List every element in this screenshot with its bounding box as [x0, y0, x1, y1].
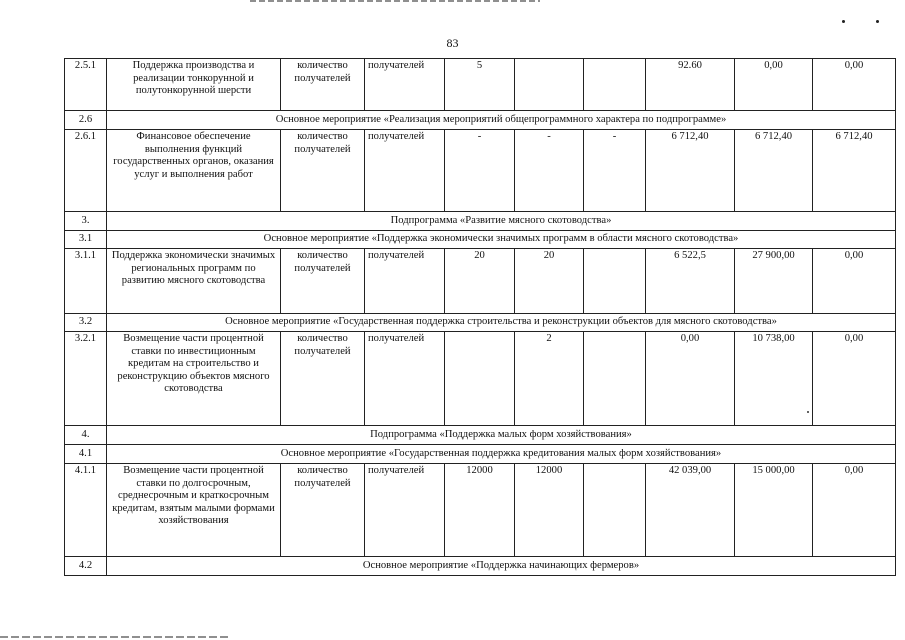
value-cell: 2: [515, 332, 584, 426]
amount-cell: 0,00: [813, 464, 896, 557]
scan-speck: [807, 411, 809, 413]
section-title: Основное мероприятие «Реализация мероприятий общепрограммного характера по подпрограмме»: [107, 111, 896, 130]
amount-cell: 42 039,00: [646, 464, 735, 557]
value-cell: -: [445, 130, 515, 212]
section-title: Основное мероприятие «Поддержка экономически значимых программ в области мясного скотоводства»: [107, 231, 896, 249]
row-code: 2.6.1: [65, 130, 107, 212]
section-heading-row: [65, 426, 896, 445]
section-title: Подпрограмма «Поддержка малых форм хозяйствования»: [107, 426, 896, 445]
indicator-name: количество получателей: [281, 59, 365, 111]
value-cell: [445, 332, 515, 426]
section-heading-row: [65, 111, 896, 130]
amount-cell: 6 522,5: [646, 249, 735, 314]
row-code: 3.: [65, 212, 107, 231]
amount-cell: 6 712,40: [735, 130, 813, 212]
table-row: [65, 332, 896, 426]
section-heading-row: [65, 231, 896, 249]
row-code: 2.5.1: [65, 59, 107, 111]
amount-cell: 6 712,40: [646, 130, 735, 212]
section-title: Основное мероприятие «Государственная поддержка кредитования малых форм хозяйствования»: [107, 445, 896, 464]
amount-cell: 0,00: [813, 249, 896, 314]
row-code: 4.1.1: [65, 464, 107, 557]
value-cell: -: [515, 130, 584, 212]
program-indicators-table: [64, 58, 896, 576]
value-cell: 20: [515, 249, 584, 314]
row-code: 4.: [65, 426, 107, 445]
measure-name: Возмещение части процентной ставки по инвестиционным кредитам на строительство и реконструкцию объектов мясного скотоводства: [107, 332, 281, 426]
row-code: 2.6: [65, 111, 107, 130]
unit-of-measure: получателей: [365, 130, 445, 212]
section-heading-row: [65, 212, 896, 231]
amount-cell: 0,00: [813, 59, 896, 111]
unit-of-measure: получателей: [365, 464, 445, 557]
section-heading-row: [65, 314, 896, 332]
table-row: [65, 59, 896, 111]
top-edge-rule: [250, 0, 540, 2]
row-code: 3.2.1: [65, 332, 107, 426]
unit-of-measure: получателей: [365, 332, 445, 426]
value-cell: 20: [445, 249, 515, 314]
indicator-name: количество получателей: [281, 130, 365, 212]
scan-mark: [842, 20, 845, 23]
indicator-name: количество получателей: [281, 464, 365, 557]
value-cell: [584, 464, 646, 557]
amount-cell: 10 738,00: [735, 332, 813, 426]
value-cell: [584, 332, 646, 426]
measure-name: Возмещение части процентной ставки по долгосрочным, среднесрочным и краткосрочным кредитам, взятым малыми формами хозяйствования: [107, 464, 281, 557]
row-code: 3.2: [65, 314, 107, 332]
value-cell: [584, 59, 646, 111]
amount-cell: 27 900,00: [735, 249, 813, 314]
amount-cell: 0,00: [735, 59, 813, 111]
indicator-name: количество получателей: [281, 249, 365, 314]
amount-cell: 92.60: [646, 59, 735, 111]
unit-of-measure: получателей: [365, 249, 445, 314]
indicator-name: количество получателей: [281, 332, 365, 426]
value-cell: 5: [445, 59, 515, 111]
bottom-edge-rule: [0, 636, 230, 638]
section-title: Основное мероприятие «Государственная поддержка строительства и реконструкции объектов для мясного скотоводства»: [107, 314, 896, 332]
measure-name: Финансовое обеспечение выполнения функций государственных органов, оказания услуг и выполнения работ: [107, 130, 281, 212]
value-cell: 12000: [515, 464, 584, 557]
value-cell: 12000: [445, 464, 515, 557]
page-number: 83: [446, 36, 459, 50]
row-code: 4.1: [65, 445, 107, 464]
amount-cell: 6 712,40: [813, 130, 896, 212]
scan-mark: [876, 20, 879, 23]
section-heading-row: [65, 445, 896, 464]
row-code: 3.1.1: [65, 249, 107, 314]
measure-name: Поддержка производства и реализации тонкорунной и полутонкорунной шерсти: [107, 59, 281, 111]
section-heading-row: [65, 557, 896, 576]
amount-cell: 0,00: [813, 332, 896, 426]
row-code: 3.1: [65, 231, 107, 249]
table-row: [65, 130, 896, 212]
section-title: Основное мероприятие «Поддержка начинающих фермеров»: [107, 557, 896, 576]
section-title: Подпрограмма «Развитие мясного скотоводства»: [107, 212, 896, 231]
unit-of-measure: получателей: [365, 59, 445, 111]
measure-name: Поддержка экономически значимых региональных программ по развитию мясного скотоводства: [107, 249, 281, 314]
amount-cell: 15 000,00: [735, 464, 813, 557]
value-cell: -: [584, 130, 646, 212]
amount-cell: 0,00: [646, 332, 735, 426]
value-cell: [515, 59, 584, 111]
value-cell: [584, 249, 646, 314]
table-row: [65, 464, 896, 557]
table-row: [65, 249, 896, 314]
row-code: 4.2: [65, 557, 107, 576]
